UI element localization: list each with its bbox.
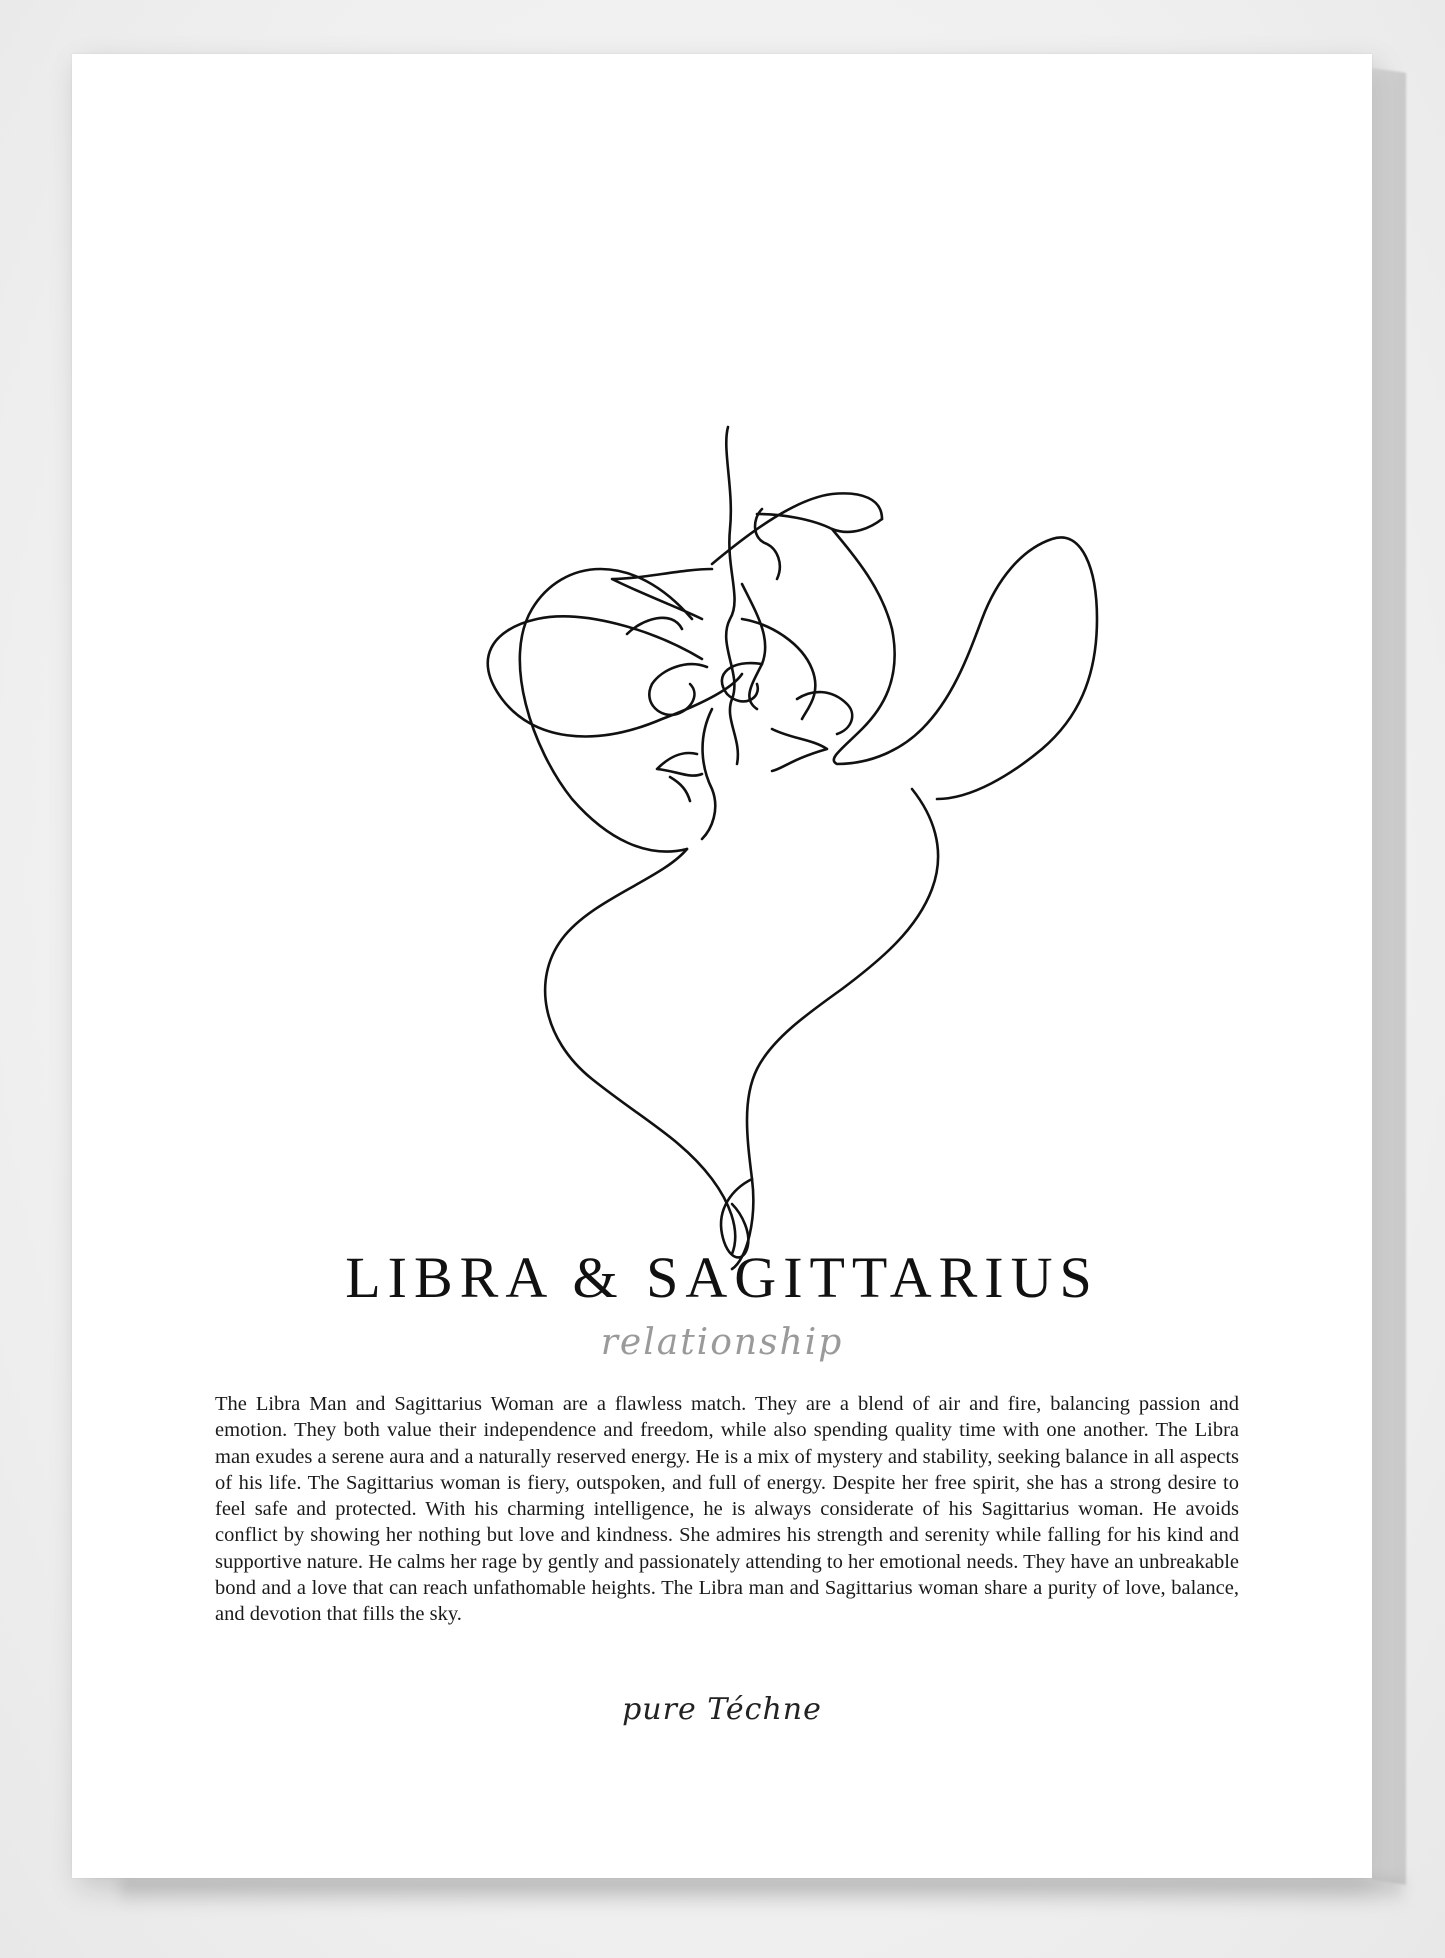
canvas-edge bbox=[1372, 68, 1406, 1885]
poster-subtitle: relationship bbox=[600, 1322, 844, 1363]
brand-signature: pure Téchne bbox=[622, 1692, 822, 1727]
line-art-couple-icon bbox=[412, 419, 1112, 1279]
canvas-shadow bbox=[120, 1878, 1404, 1908]
poster-description: The Libra Man and Sagittarius Woman are a flawless match. They are a blend of air and fire, balancing passion and emotion. They both value their independence and freedom, while also spending quality time with one another. The Libra man exudes a serene aura and a naturally reserved energy. He is a mix of mystery and stability, seeking balance in all aspects of his life. The Sagittarius woman is fiery, outspoken, and full of energy. Despite her free spirit, she has a strong desire to feel safe and protected. With his charming intelligence, he is always considerate of his Sagittarius woman. He avoids conflict by showing her nothing but love and kindness. She admires his strength and serenity while falling for his kind and supportive nature. He calms her rage by gently and passionately attending to her emotional needs. They have an unbreakable bond and a love that can reach unfathomable heights. The Libra man and Sagittarius woman share a purity of love, balance, and devotion that fills the sky. bbox=[215, 1393, 1239, 1626]
poster-title: LIBRA & SAGITTARIUS bbox=[345, 1245, 1099, 1310]
poster-canvas bbox=[72, 54, 1372, 1878]
